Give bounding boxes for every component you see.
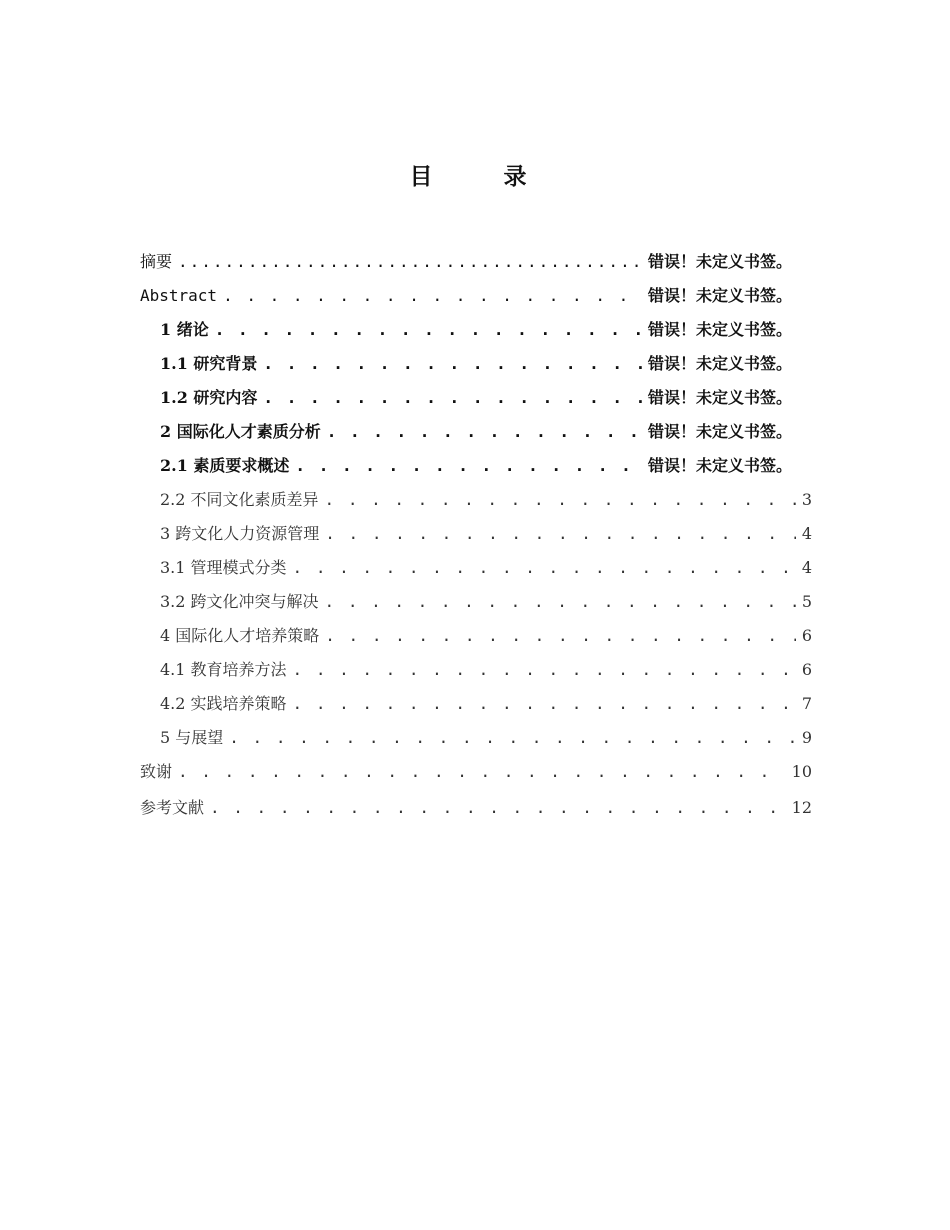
toc-entry[interactable] [140,250,792,274]
toc-entry[interactable] [160,454,792,478]
toc-entry[interactable] [160,420,792,444]
toc-entry[interactable] [160,556,812,580]
toc-entry-label: 2.1 素质要求概述 [160,456,290,475]
dot-leader [325,522,796,546]
toc-title: 目 录 [409,163,551,190]
toc-entry-label: 2.2 不同文化素质差异 [160,490,319,509]
dot-leader [263,352,642,376]
dot-leader [327,420,642,444]
toc-entry-page: 4 [801,558,812,577]
dot-leader [293,658,796,682]
toc-entry[interactable] [140,284,792,308]
toc-entry[interactable] [160,488,812,512]
toc-entry-label: 4.2 实践培养策略 [160,694,287,713]
toc-entry-page: 错误！未定义书签。 [647,252,792,271]
toc-entry[interactable] [160,658,812,682]
toc-entry-page: 错误！未定义书签。 [647,320,792,339]
dot-leader [178,250,642,274]
toc-entry[interactable] [140,796,812,820]
toc-entry[interactable] [160,522,812,546]
toc-entry-label: 1 绪论 [160,320,209,339]
dot-leader [325,624,796,648]
toc-entry[interactable] [160,726,812,750]
toc-entry-page: 7 [801,694,812,713]
toc-entry[interactable] [160,624,812,648]
dot-leader [210,796,786,820]
toc-entry-label: 摘要 [140,252,173,271]
toc-entry-page: 4 [801,524,812,543]
toc-entry-page: 9 [801,728,812,747]
toc-entry-page: 12 [791,798,812,817]
toc-entry-page: 10 [791,762,812,781]
toc-entry[interactable] [160,590,812,614]
toc-entry-label: 3.1 管理模式分类 [160,558,287,577]
toc-entry[interactable] [160,386,792,410]
toc-entry-page: 错误！未定义书签。 [647,388,792,407]
toc-entry-label: 致谢 [140,762,173,781]
dot-leader [325,590,796,614]
dot-leader [215,318,642,342]
dot-leader [223,284,642,308]
toc-entry-page: 错误！未定义书签。 [647,286,792,305]
toc-entry-label: 2 国际化人才素质分析 [160,422,321,441]
toc-entry-label: 5 与展望 [160,728,224,747]
toc-entry-page: 6 [801,626,812,645]
toc-entry[interactable] [160,318,792,342]
toc-entry[interactable] [160,692,812,716]
dot-leader [325,488,796,512]
toc-entry-page: 错误！未定义书签。 [647,354,792,373]
toc-entry-label: 1.1 研究背景 [160,354,258,373]
dot-leader [263,386,642,410]
dot-leader [293,556,796,580]
toc-entry-page: 6 [801,660,812,679]
toc-entry-label: 参考文献 [140,798,205,817]
toc-entry-page: 3 [801,490,812,509]
dot-leader [295,454,642,478]
dot-leader [293,692,796,716]
toc-entry[interactable] [160,352,792,376]
toc-entry-label: 4 国际化人才培养策略 [160,626,320,645]
toc-entry-label: 1.2 研究内容 [160,388,258,407]
dot-leader [178,760,786,784]
toc-entry-label: 3.2 跨文化冲突与解决 [160,592,319,611]
toc-entry-label: Abstract [140,286,218,305]
toc-entry[interactable] [140,760,812,784]
dot-leader [229,726,796,750]
toc-entry-page: 错误！未定义书签。 [647,422,792,441]
toc-entry-label: 4.1 教育培养方法 [160,660,287,679]
toc-entry-page: 5 [801,592,812,611]
toc-entry-page: 错误！未定义书签。 [647,456,792,475]
toc-entry-label: 3 跨文化人力资源管理 [160,524,320,543]
